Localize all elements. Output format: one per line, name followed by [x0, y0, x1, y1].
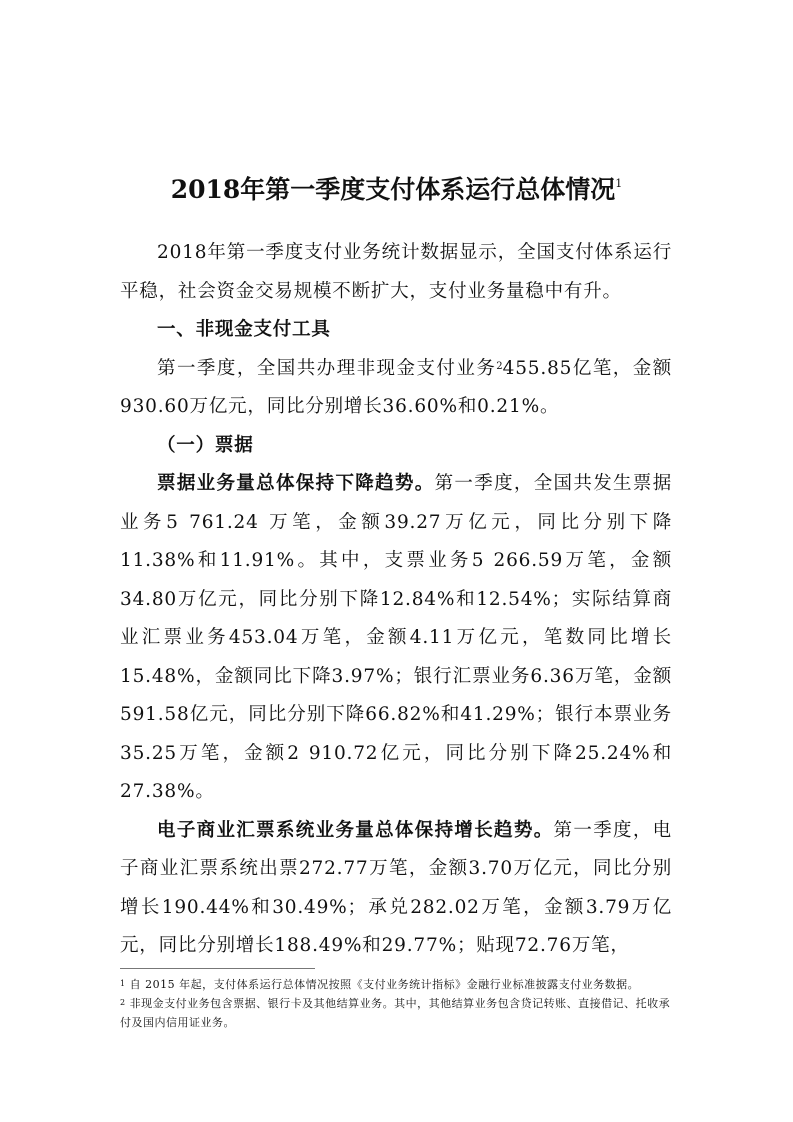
bills-text: 第一季度，全国共发生票据业务5 761.24 万笔，金额39.27万亿元，同比分别下降11.38%和11.91%。其中，支票业务5 266.59万笔，金额34.80万亿元，同比分别下降12.84%和12.54%；实际结算商业汇票业务453.04万笔，金额4.11万亿元，笔数同比增长15.48%，金额同比下降3.97%；银行汇票业务6.36万笔，金额591.58亿元，同比分别下降66.82%和41.29%；银行本票业务35.25万笔，金额2 910.72亿元，同比分别下降25.24%和27.38%。: [120, 473, 672, 802]
intro-paragraph: 2018年第一季度支付业务统计数据显示，全国支付体系运行平稳，社会资金交易规模不断扩大，支付业务量稳中有升。: [120, 242, 672, 302]
bills-paragraph: [120, 465, 672, 812]
footnote-ref-2[interactable]: 2: [496, 360, 503, 372]
footnote-1: [120, 975, 675, 994]
bills-lead: 票据业务量总体保持下降趋势。: [157, 473, 435, 494]
footnote-1-number: 1: [120, 979, 126, 988]
title-footnote-ref[interactable]: 1: [615, 177, 623, 190]
ecds-lead: 电子商业汇票系统业务量总体保持增长趋势。: [157, 819, 554, 841]
title-text: 2018年第一季度支付体系运行总体情况: [170, 175, 616, 204]
footnote-2: [120, 994, 675, 1032]
footnote-2-number: 2: [120, 998, 126, 1007]
ecds-paragraph: [120, 812, 672, 966]
footnote-2-text: 非现金支付业务包含票据、银行卡及其他结算业务。其中，其他结算业务包含贷记转账、直接借记、托收承付及国内信用证业务。: [120, 997, 671, 1029]
section-heading-noncash: 一、非现金支付工具: [157, 319, 331, 340]
footnote-1-text: 自 2015 年起，支付体系运行总体情况按照《支付业务统计指标》金融行业标准披露支付业务数据。: [129, 978, 640, 991]
document-body: [120, 234, 672, 966]
noncash-summary-paragraph: [120, 350, 672, 427]
footnote-divider: [120, 968, 315, 969]
footnotes: [120, 975, 675, 1032]
subsection-heading-bills: （一）票据: [157, 434, 254, 456]
noncash-text-b: 455.85亿笔，金额930.60万亿元，同比分别增长36.60%和0.21%。: [120, 357, 672, 417]
ecds-text: 第一季度，电子商业汇票系统出票272.77万笔，金额3.70万亿元，同比分别增长190.44%和30.49%；承兑282.02万笔，金额3.79万亿元，同比分别增长188.49%和29.77%；贴现72.76万笔，: [120, 819, 672, 956]
page-title: [0, 170, 793, 210]
noncash-text-a: 第一季度，全国共办理非现金支付业务: [157, 357, 497, 379]
